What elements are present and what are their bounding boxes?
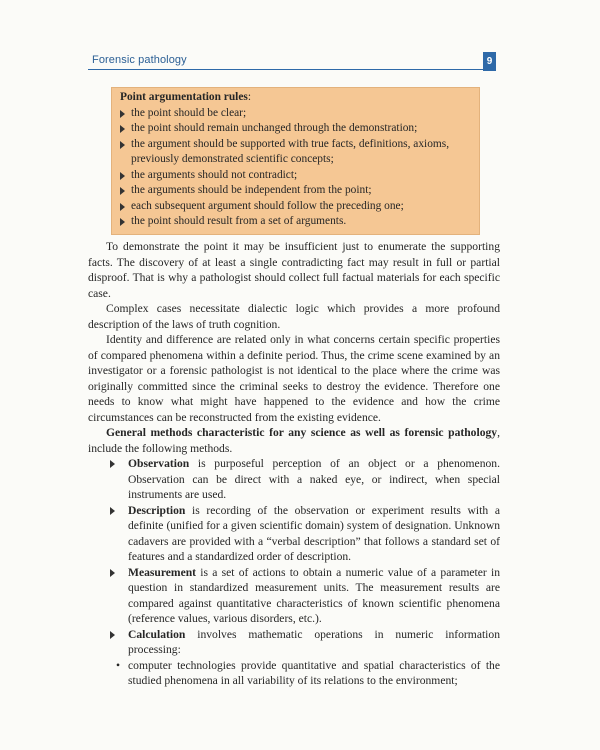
rule-text: the point should be clear; (131, 106, 247, 119)
method-item (88, 627, 500, 658)
method-term: Calculation (128, 627, 186, 641)
triangle-bullet-icon (120, 110, 125, 118)
bullet-dot-icon: • (116, 658, 121, 672)
rule-text: the arguments should be independent from the point; (131, 184, 372, 196)
method-term: Observation (128, 457, 190, 470)
triangle-bullet-icon (120, 218, 125, 226)
rule-item (120, 168, 471, 184)
method-text: is purposeful perception of an object or a phenomenon. Observation can be direct with a naked eye, or indirect, when special instruments are used. (128, 457, 500, 501)
method-text: involves mathematic operations in numeric information processing: (128, 627, 500, 656)
rule-text: the point should result from a set of arguments. (131, 215, 347, 227)
triangle-bullet-icon (110, 460, 115, 468)
rule-item (120, 214, 471, 230)
rule-item (120, 183, 471, 199)
rules-heading-line (120, 90, 471, 106)
page-number-badge: 9 (483, 52, 496, 71)
rule-text: each subsequent argument should follow the preceding one; (131, 199, 404, 212)
method-item (88, 503, 500, 565)
paragraph-supporting-facts: To demonstrate the point it may be insufficient just to enumerate the supporting facts. The discovery of at least a single contradicting fact may result in full or partial disproof. That is why a pathologist should collect full factual materials for each specific case. (88, 240, 500, 300)
paragraph-identity-difference: Identity and difference are related only in what concerns certain specific properties of compared phenomena within a definite period. Thus, the crime scene examined by an investigator or a forensic pathologist is not identical to the place where the crime was originally committed since the criminal seeks to destroy the evidence. Therefore one needs to know what might have happened to the evidence and how the crime circumstances can be reconstructed from the existing evidence. (88, 333, 500, 424)
triangle-bullet-icon (110, 569, 115, 577)
method-item (88, 565, 500, 627)
method-text: is recording of the observation or experiment results with a definite (unified for a given scientific domain) system of designation. Unknown cadavers are provided with a “verbal description” that follows a standard set of features and a standardized order of description. (128, 503, 500, 563)
rules-heading-colon: : (247, 91, 251, 103)
rule-item (120, 106, 471, 122)
rule-text: the point should remain unchanged through the demonstration; (131, 122, 418, 134)
method-term: Description (128, 503, 186, 517)
rule-text: the arguments should not contradict; (131, 168, 298, 181)
triangle-bullet-icon (120, 203, 125, 211)
method-text: is a set of actions to obtain a numeric value of a parameter in question in standardized measurement units. The measurement results are compared against quantitative characteristics of known scientific phenomena (reference values, various disorders, etc.). (128, 565, 500, 625)
triangle-bullet-icon (110, 507, 115, 515)
method-term: Measurement (128, 565, 197, 579)
triangle-bullet-icon (110, 631, 115, 639)
triangle-bullet-icon (120, 141, 125, 149)
rule-item (120, 121, 471, 137)
sub-list-text: computer technologies provide quantitative and spatial characteristics of the studied phenomena in all variability of its relations to the environment; (128, 658, 500, 687)
rules-list (120, 106, 471, 230)
header-divider (88, 69, 496, 70)
running-header (88, 52, 496, 70)
body-text (88, 239, 500, 689)
sub-list-item (88, 658, 500, 689)
calculation-sub-list (88, 658, 500, 689)
paragraph-dialectic-logic: Complex cases necessitate dialectic logic which provides a more profound description of the laws of truth cognition. (88, 302, 500, 331)
methods-list (88, 456, 500, 658)
running-header-title: Forensic pathology (92, 54, 187, 66)
rules-heading: Point argumentation rules (120, 91, 248, 103)
method-item (88, 456, 500, 503)
general-methods-bold: General methods characteristic for any science as well as forensic pathology (106, 426, 498, 439)
rule-item (120, 137, 471, 168)
argumentation-rules-box (111, 87, 480, 235)
triangle-bullet-icon (120, 125, 125, 133)
rule-text: the argument should be supported with true facts, definitions, axioms, previously demonstrated scientific concepts; (131, 137, 450, 165)
paragraph-general-methods (88, 425, 500, 456)
general-methods-rest: , include the following methods. (88, 426, 500, 455)
triangle-bullet-icon (120, 187, 125, 195)
triangle-bullet-icon (120, 172, 125, 180)
rule-item (120, 199, 471, 215)
